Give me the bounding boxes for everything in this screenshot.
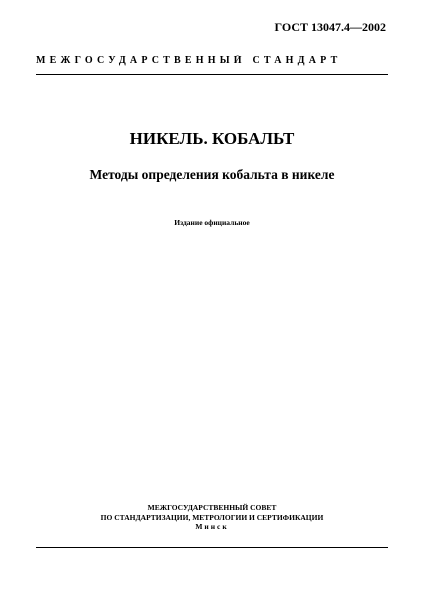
publisher-city: Минск bbox=[195, 522, 229, 531]
standard-type: МЕЖГОСУДАРСТВЕННЫЙ СТАНДАРТ bbox=[36, 55, 342, 66]
edition-label: Издание официальное bbox=[174, 218, 250, 227]
bottom-divider bbox=[36, 547, 388, 548]
top-divider bbox=[36, 74, 388, 75]
document-subtitle: Методы определения кобальта в никеле bbox=[89, 167, 335, 182]
publisher-line-1: МЕЖГОСУДАРСТВЕННЫЙ СОВЕТ bbox=[147, 503, 277, 512]
standard-number: ГОСТ 13047.4—2002 bbox=[274, 20, 386, 34]
publisher-line-2: ПО СТАНДАРТИЗАЦИИ, МЕТРОЛОГИИ И СЕРТИФИКАЦИИ bbox=[100, 512, 324, 522]
publisher-block bbox=[0, 503, 424, 532]
document-title: НИКЕЛЬ. КОБАЛЬТ bbox=[129, 129, 295, 148]
